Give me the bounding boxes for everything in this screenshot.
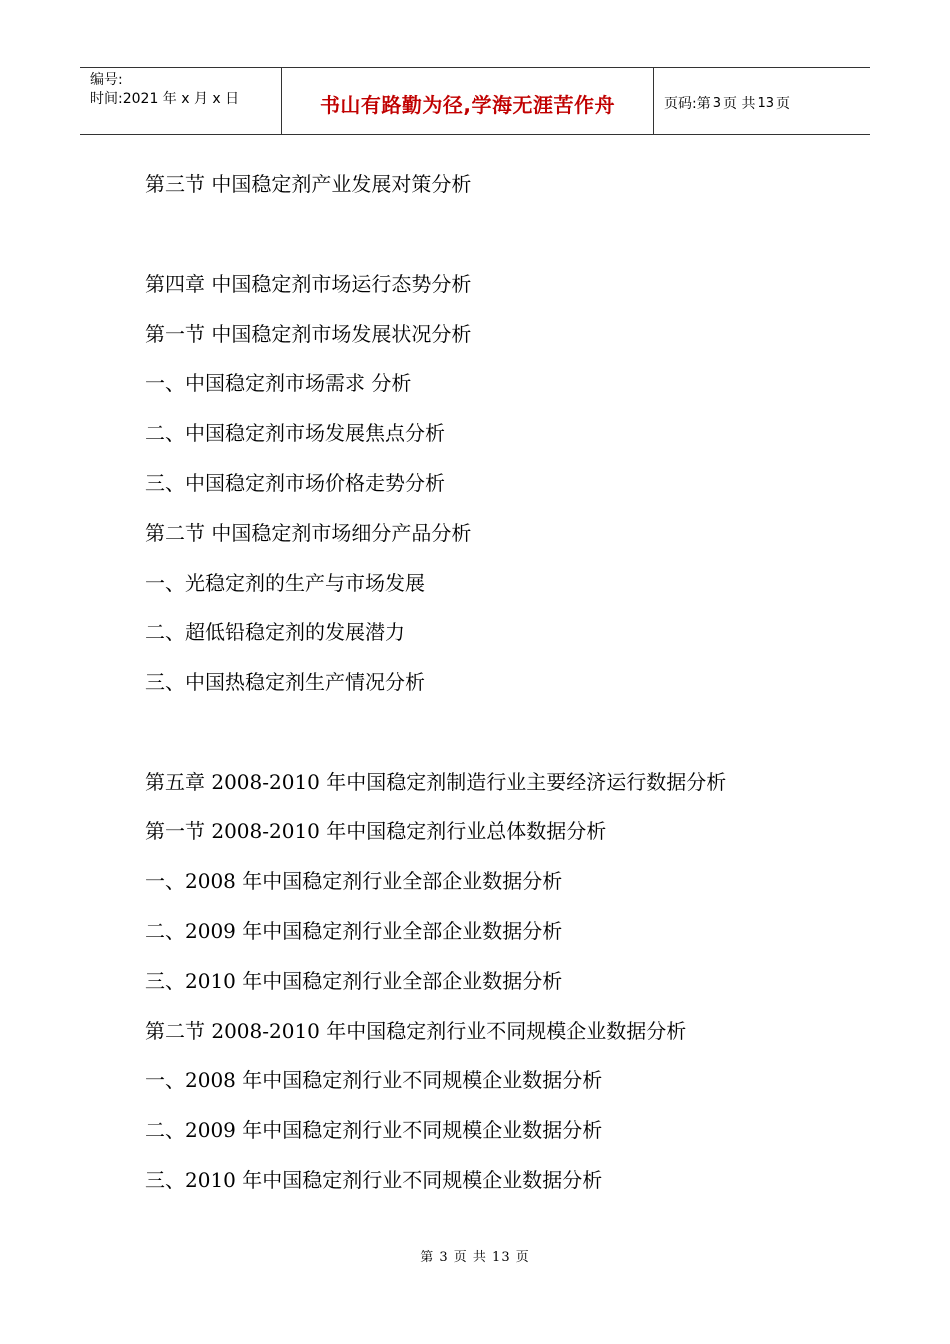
header-motto: 书山有路勤为径,学海无涯苦作舟	[282, 68, 654, 134]
toc-entry: 第三节 中国稳定剂产业发展对策分析	[145, 172, 472, 196]
toc-entry: 一、光稳定剂的生产与市场发展	[145, 571, 425, 595]
toc-entry: 一、中国稳定剂市场需求 分析	[145, 371, 412, 395]
toc-entry: 三、2010 年中国稳定剂行业全部企业数据分析	[145, 969, 563, 993]
page-total: 13	[757, 95, 774, 111]
page-prefix: 页码:第	[664, 96, 711, 112]
page-suffix: 页	[776, 96, 790, 112]
toc-entry: 一、2008 年中国稳定剂行业全部企业数据分析	[145, 869, 563, 893]
header-page-number	[654, 68, 870, 134]
toc-entry: 第五章 2008-2010 年中国稳定剂制造行业主要经济运行数据分析	[145, 770, 727, 794]
toc-entry: 二、2009 年中国稳定剂行业全部企业数据分析	[145, 919, 563, 943]
code-label: 编号:	[90, 72, 123, 88]
page-mid: 页 共	[723, 96, 756, 112]
toc-entry: 第一节 2008-2010 年中国稳定剂行业总体数据分析	[145, 819, 607, 843]
toc-entry: 二、中国稳定剂市场发展焦点分析	[145, 421, 445, 445]
toc-entry: 第一节 中国稳定剂市场发展状况分析	[145, 322, 472, 346]
toc-entry: 二、2009 年中国稳定剂行业不同规模企业数据分析	[145, 1118, 603, 1142]
toc-entry: 三、中国稳定剂市场价格走势分析	[145, 471, 445, 495]
page-current: 3	[712, 95, 721, 111]
page-footer: 第 3 页 共 13 页	[420, 1250, 530, 1265]
page-header	[80, 67, 870, 135]
toc-entry: 三、2010 年中国稳定剂行业不同规模企业数据分析	[145, 1168, 603, 1192]
toc-entry: 第二节 中国稳定剂市场细分产品分析	[145, 521, 472, 545]
header-meta	[80, 68, 282, 134]
toc-entry: 一、2008 年中国稳定剂行业不同规模企业数据分析	[145, 1068, 603, 1092]
toc-entry: 第二节 2008-2010 年中国稳定剂行业不同规模企业数据分析	[145, 1019, 687, 1043]
toc-entry: 二、超低铅稳定剂的发展潜力	[145, 620, 405, 644]
toc-entry: 三、中国热稳定剂生产情况分析	[145, 670, 425, 694]
toc-entry: 第四章 中国稳定剂市场运行态势分析	[145, 272, 472, 296]
date-label: 时间:2021 年 x 月 x 日	[90, 91, 240, 107]
